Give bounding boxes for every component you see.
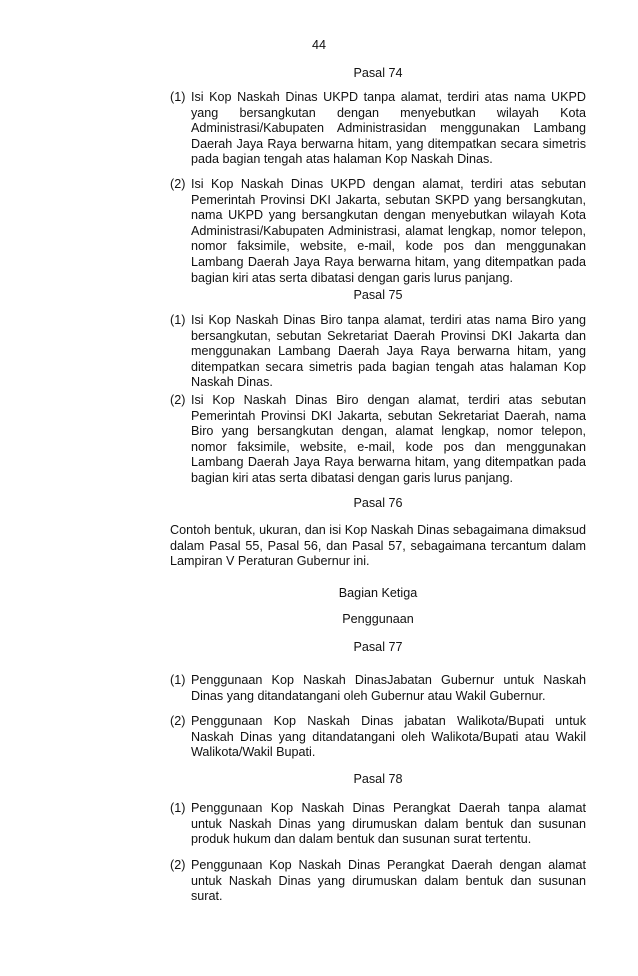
item-text: Penggunaan Kop Naskah DinasJabatan Gubernur untuk Naskah Dinas yang ditandatangani oleh Gubernur atau Wakil Gubernur. xyxy=(191,673,586,703)
pasal-74-item-2 xyxy=(170,177,586,286)
pasal-75-heading: Pasal 75 xyxy=(353,288,403,302)
pasal-75-item-2 xyxy=(170,393,586,487)
pasal-77-heading: Pasal 77 xyxy=(353,640,403,654)
pasal-74-item-1 xyxy=(170,90,586,168)
pasal-77-item-1 xyxy=(170,673,586,704)
item-text: Isi Kop Naskah Dinas Biro tanpa alamat, terdiri atas nama Biro yang bersangkutan, sebutan Sekretariat Daerah Provinsi DKI Jakarta dan menggunakan Lambang Daerah Jaya Raya berwarna hitam, yang ditempatkan secara simetris pada bagian tengah atas halaman Kop Naskah Dinas. xyxy=(191,313,586,390)
item-number: (2) xyxy=(170,714,186,728)
item-text: Penggunaan Kop Naskah Dinas Perangkat Daerah tanpa alamat untuk Naskah Dinas yang dirumuskan dalam bentuk dan susunan produk hukum dan dalam bentuk dan susunan surat tertentu. xyxy=(191,801,586,847)
pasal-78-item-2 xyxy=(170,858,586,905)
item-number: (2) xyxy=(170,177,186,191)
item-number: (2) xyxy=(170,858,186,872)
pasal-76-heading: Pasal 76 xyxy=(353,496,403,510)
item-text: Isi Kop Naskah Dinas Biro dengan alamat, terdiri atas sebutan Pemerintah Provinsi DKI Jakarta, sebutan Sekretariat Daerah, nama Biro yang bersangkutan dengan, alamat lengkap, nomor telepon, nomor faksimile, website, e-mail, kode pos dan menggunakan Lambang Daerah Jaya Raya berwarna hitam, yang ditempatkan pada bagian kiri atas serta dibatasi dengan garis lurus panjang. xyxy=(191,393,586,485)
pasal-78-item-1 xyxy=(170,801,586,848)
pasal-78-heading: Pasal 78 xyxy=(353,772,403,786)
page-number: 44 xyxy=(311,38,326,52)
item-text: Isi Kop Naskah Dinas UKPD dengan alamat, terdiri atas sebutan Pemerintah Provinsi DKI Jakarta, sebutan SKPD yang bersangkutan, nama UKPD yang bersangkutan dengan menyebutkan wilayah Kota Administrasi/Kabupaten Administrasi, alamat lengkap, nomor telepon, nomor faksimile, website, e-mail, kode pos dan menggunakan Lambang Daerah Jaya Raya berwarna hitam, yang ditempatkan pada bagian kiri atas serta dibatasi dengan garis lurus panjang. xyxy=(191,177,586,285)
bagian-heading: Bagian Ketiga xyxy=(338,586,418,600)
pasal-77-item-2 xyxy=(170,714,586,761)
pasal-75-item-1 xyxy=(170,313,586,391)
item-text: Isi Kop Naskah Dinas UKPD tanpa alamat, terdiri atas nama UKPD yang bersangkutan dengan menyebutkan wilayah Kota Administrasi/Kabupaten Administrasidan menggunakan Lambang Daerah Jaya Raya berwarna hitam, yang ditempatkan secara simetris pada bagian tengah atas halaman Kop Naskah Dinas. xyxy=(191,90,586,167)
item-number: (1) xyxy=(170,90,186,104)
item-text: Penggunaan Kop Naskah Dinas jabatan Walikota/Bupati untuk Naskah Dinas yang ditandatangani oleh Walikota/Bupati atau Wakil Walikota/Wakil Bupati. xyxy=(191,714,586,760)
pasal-76-text: Contoh bentuk, ukuran, dan isi Kop Naskah Dinas sebagaimana dimaksud dalam Pasal 55, Pasal 56, dan Pasal 57, sebagaimana tercantum dalam Lampiran V Peraturan Gubernur ini. xyxy=(170,523,586,569)
pasal-74-heading: Pasal 74 xyxy=(353,66,403,80)
bagian-subheading: Penggunaan xyxy=(342,612,414,626)
item-number: (1) xyxy=(170,801,186,815)
item-text: Penggunaan Kop Naskah Dinas Perangkat Daerah dengan alamat untuk Naskah Dinas yang dirumuskan dalam bentuk dan susunan surat. xyxy=(191,858,586,904)
item-number: (2) xyxy=(170,393,186,407)
item-number: (1) xyxy=(170,313,186,327)
item-number: (1) xyxy=(170,673,186,687)
